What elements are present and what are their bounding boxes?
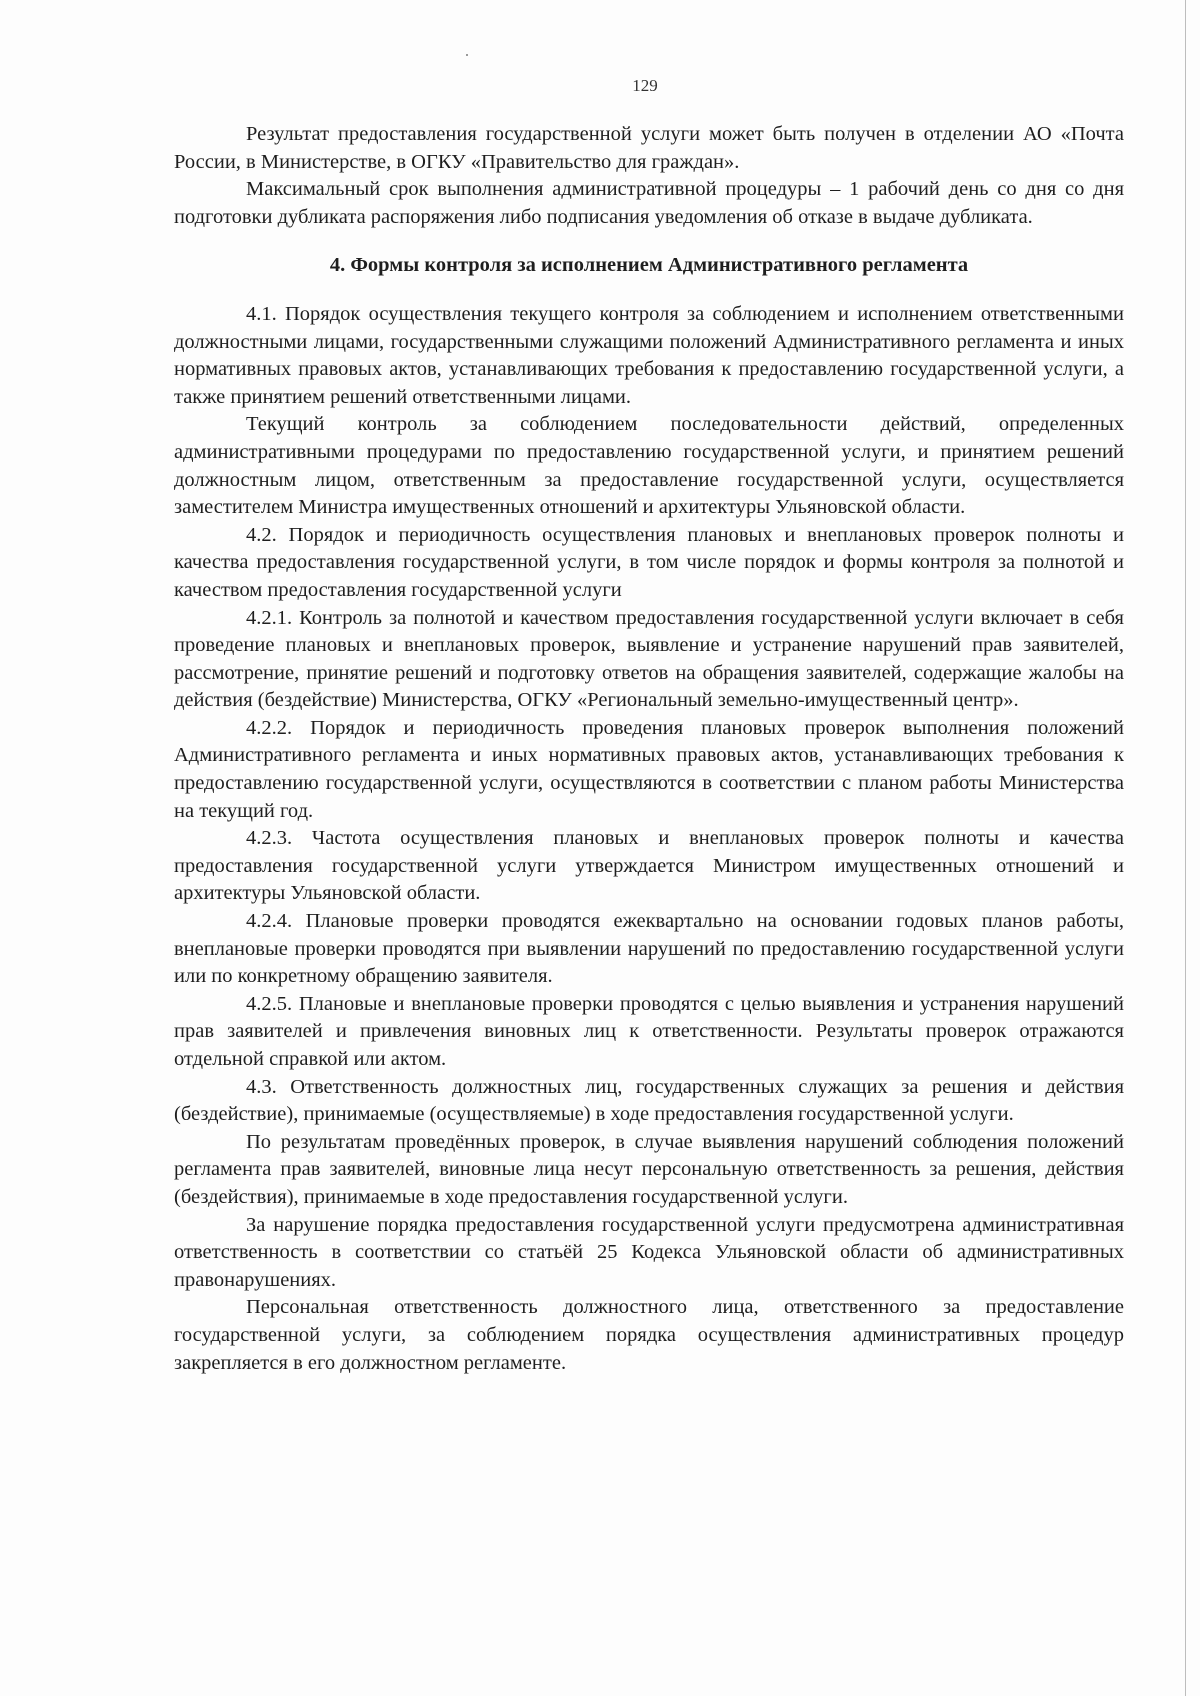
paragraph-result: Результат предоставления государственной услуги может быть получен в отделении АО «Почта России, в Министерстве, в ОГКУ «Правительство для граждан». [174, 123, 1124, 173]
scan-speck [466, 54, 468, 56]
paragraph-max-term: Максимальный срок выполнения административной процедуры – 1 рабочий день со дня со дня подготовки дубликата распоряжения либо подписания уведомления об отказе в выдаче дубликата. [174, 178, 1124, 228]
paragraph-4-2: 4.2. Порядок и периодичность осуществления плановых и внеплановых проверок полноты и качества предоставления государственной услуги, в том числе порядок и формы контроля за полнотой и качеством предоставления государственной услуги [174, 523, 1124, 601]
paragraph-administrative-liability: За нарушение порядка предоставления государственной услуги предусмотрена административная ответственность в соответствии со статьёй 25 Кодекса Ульяновской области об административных правонарушениях. [174, 1213, 1124, 1291]
paragraph-4-3: 4.3. Ответственность должностных лиц, государственных служащих за решения и действия (бездействие), принимаемые (осуществляемые) в ходе предоставления государственной услуги. [174, 1075, 1124, 1126]
page-number: 129 [632, 76, 658, 95]
section-heading: 4. Формы контроля за исполнением Административного регламента [329, 254, 969, 277]
paragraph-current-control: Текущий контроль за соблюдением последовательности действий, определенных административными процедурами по предоставлению государственной услуги, и принятием решений должностным лицом, ответственным за предоставление государственной услуги, осуществляется заместителем Министра имущественных отношений и архитектуры Ульяновской области. [174, 413, 1124, 519]
document-body [174, 121, 1124, 1377]
scan-edge-line [1185, 0, 1186, 1696]
paragraph-4-2-3: 4.2.3. Частота осуществления плановых и внеплановых проверок полноты и качества предоставления государственной услуги утверждается Министром имущественных отношений и архитектуры Ульяновской области. [174, 827, 1124, 905]
paragraph-4-2-2: 4.2.2. Порядок и периодичность проведения плановых проверок выполнения положений Административного регламента и иных нормативных правовых актов, устанавливающих требования к предоставлению государственной услуги, осуществляются в соответствии с планом работы Министерства на текущий год. [174, 716, 1124, 822]
paragraph-4-1: 4.1. Порядок осуществления текущего контроля за соблюдением и исполнением ответственными должностными лицами, государственными служащими положений Административного регламента и иных нормативных правовых актов, устанавливающих требования к предоставлению государственной услуги, а также принятием решений ответственными лицами. [174, 302, 1124, 408]
paragraph-4-2-4: 4.2.4. Плановые проверки проводятся ежеквартально на основании годовых планов работы, внеплановые проверки проводятся при выявлении нарушений по предоставлению государственной услуги или по конкретному обращению заявителя. [174, 910, 1124, 988]
paragraph-4-2-5: 4.2.5. Плановые и внеплановые проверки проводятся с целью выявления и устранения нарушений прав заявителей и привлечения виновных лиц к ответственности. Результаты проверок отражаются отдельной справкой или актом. [174, 992, 1124, 1070]
paragraph-4-2-1: 4.2.1. Контроль за полнотой и качеством предоставления государственной услуги включает в себя проведение плановых и внеплановых проверок, выявление и устранение нарушений прав заявителей, рассмотрение, принятие решений и подготовку ответов на обращения заявителей, содержащие жалобы на действия (бездействие) Министерства, ОГКУ «Региональный земельно-имущественный центр». [174, 606, 1124, 712]
paragraph-personal-responsibility: Персональная ответственность должностного лица, ответственного за предоставление государственной услуги, за соблюдением порядка осуществления административных процедур закрепляется в его должностном регламенте. [174, 1296, 1124, 1374]
paragraph-inspection-results: По результатам проведённых проверок, в случае выявления нарушений соблюдения положений регламента прав заявителей, виновные лица несут персональную ответственность за решения, действия (бездействия), принимаемые в ходе предоставления государственной услуги. [174, 1130, 1124, 1208]
